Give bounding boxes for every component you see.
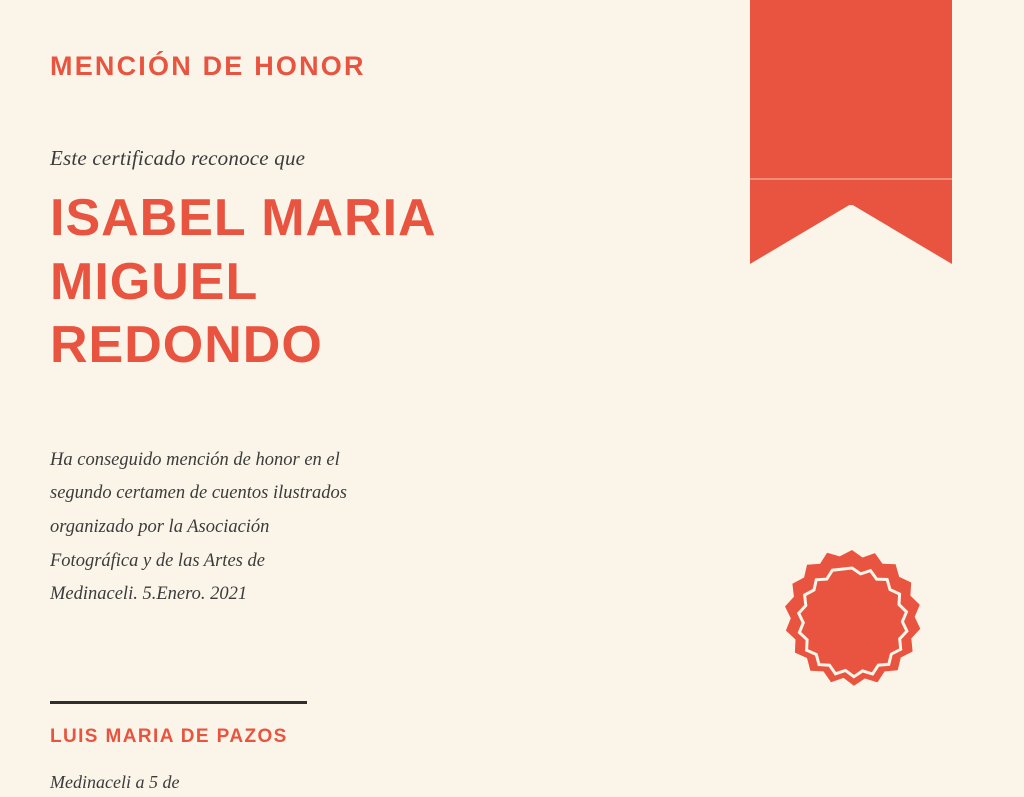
certificate-body-text: Ha conseguido mención de honor en el segundo certamen de cuentos ilustrados organizado por la Asociación Fotográfica y de las Artes de Medinaceli. 5.Enero. 2021 bbox=[50, 449, 347, 605]
signature-line bbox=[50, 701, 307, 704]
ribbon-banner-icon bbox=[750, 0, 952, 265]
award-seal-icon bbox=[772, 548, 932, 710]
certificate-intro-text: Este certificado reconoce que bbox=[50, 146, 306, 171]
ribbon-tail bbox=[750, 204, 952, 264]
signer-place-date: Medinaceli a 5 de bbox=[50, 772, 180, 792]
recipient-name: ISABEL MARIA MIGUEL REDONDO bbox=[50, 189, 435, 375]
signer-name: LUIS MARIA DE PAZOS bbox=[50, 726, 288, 747]
ribbon-body bbox=[750, 0, 952, 205]
ribbon-fold-line bbox=[750, 178, 952, 180]
certificate-content bbox=[50, 0, 690, 612]
certificate-kicker: MENCIÓN DE HONOR bbox=[50, 51, 366, 81]
